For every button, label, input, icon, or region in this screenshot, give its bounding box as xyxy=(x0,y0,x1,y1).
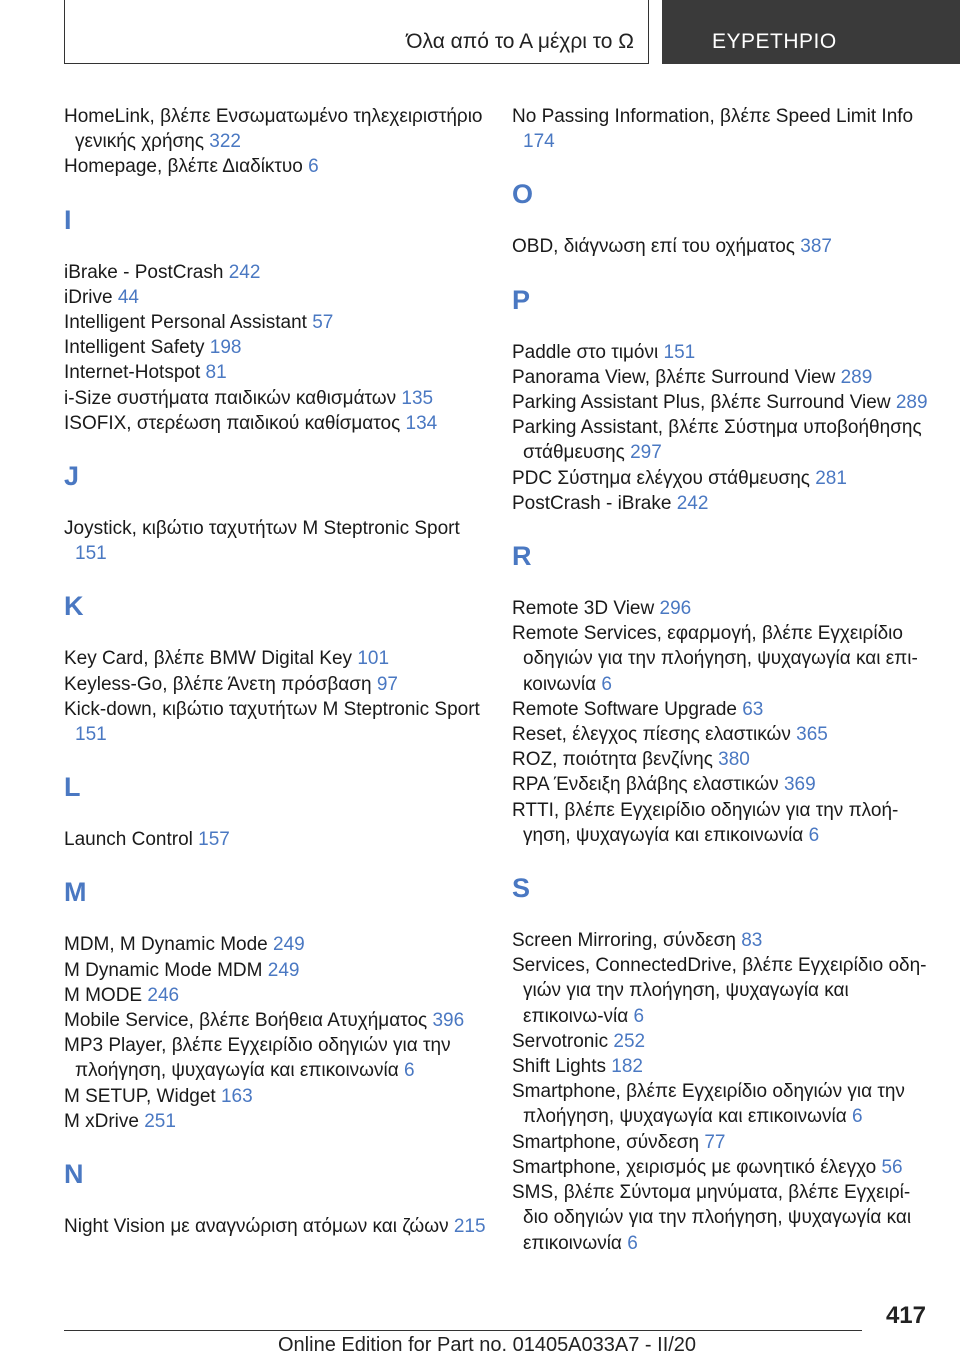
index-page-link[interactable]: 157 xyxy=(198,829,230,851)
index-entry-text: Reset, έλεγχος πίεσης ελαστικών xyxy=(512,724,791,746)
index-entry xyxy=(64,386,494,411)
index-page-link[interactable]: 101 xyxy=(357,648,390,670)
index-entry-text: M Dynamic Mode MDM xyxy=(64,959,263,981)
index-tab[interactable] xyxy=(662,0,960,64)
index-page-link[interactable]: 6 xyxy=(404,1060,415,1082)
index-entry xyxy=(64,516,494,566)
index-entry xyxy=(512,1155,932,1180)
index-page-link[interactable]: 289 xyxy=(840,366,873,388)
index-entry-text: Smartphone, βλέπε Εγχειρίδιο οδηγιών για την πλοήγηση, ψυχαγωγία και επικοινωνία xyxy=(512,1081,905,1128)
index-entry-text: Smartphone, σύνδεση xyxy=(512,1131,700,1153)
footer-edition: Online Edition for Part no. 01405A033A7 - II/20 xyxy=(278,1334,697,1356)
index-entry xyxy=(512,415,932,465)
index-entry-text: PostCrash - iBrake xyxy=(512,492,672,514)
index-page-link[interactable]: 151 xyxy=(663,341,696,363)
index-entry-text: OBD, διάγνωση επί του οχήματος xyxy=(512,236,795,258)
index-entry-text: Paddle στο τιμόνι xyxy=(512,341,659,363)
index-page-link[interactable]: 81 xyxy=(205,362,227,384)
index-entry xyxy=(64,360,494,385)
index-entry-text: Panorama View, βλέπε Surround View xyxy=(512,366,836,388)
index-entry-text: Key Card, βλέπε BMW Digital Key xyxy=(64,648,353,670)
index-page-link[interactable]: 151 xyxy=(75,724,107,746)
footer-divider xyxy=(64,1330,862,1331)
index-page-link[interactable]: 322 xyxy=(209,131,241,153)
index-entry xyxy=(512,1054,932,1079)
index-page-link[interactable]: 296 xyxy=(659,598,692,620)
index-entry xyxy=(64,697,494,747)
index-entry xyxy=(64,983,494,1008)
index-page-link[interactable]: 135 xyxy=(401,387,434,409)
index-page-link[interactable]: 249 xyxy=(273,934,305,956)
index-entry xyxy=(64,335,494,360)
index-entry-text: M SETUP, Widget xyxy=(64,1085,216,1107)
index-entry-text: Remote Services, εφαρμογή, βλέπε Εγχειρίδιο οδηγιών για την πλοήγηση, ψυχαγωγία και επι‐κοινωνία xyxy=(512,623,918,695)
index-entry xyxy=(64,310,494,335)
index-page-link[interactable]: 63 xyxy=(742,698,764,720)
index-page-link[interactable]: 6 xyxy=(627,1232,638,1254)
index-letter-heading: K xyxy=(64,591,84,622)
index-entry xyxy=(64,672,494,697)
index-letter-heading: S xyxy=(512,873,531,904)
index-entry-text: Joystick, κιβώτιο ταχυτήτων M Steptronic Sport xyxy=(64,518,460,540)
index-entry-text: Remote Software Upgrade xyxy=(512,698,737,720)
index-entry-text: Shift Lights xyxy=(512,1056,606,1078)
index-letter-heading: N xyxy=(64,1159,84,1190)
index-tab-label: ΕΥΡΕΤΗΡΙΟ xyxy=(712,30,837,53)
index-entry-text: Launch Control xyxy=(64,829,193,851)
index-page-link[interactable]: 6 xyxy=(601,673,612,695)
index-letter-heading: I xyxy=(64,204,72,235)
index-entry xyxy=(512,928,932,953)
index-page-link[interactable]: 242 xyxy=(228,261,261,283)
index-entry-text: PDC Σύστημα ελέγχου στάθμευσης xyxy=(512,467,810,489)
index-entry-text: Night Vision με αναγνώριση ατόμων και ζώων xyxy=(64,1216,449,1238)
page-number: 417 xyxy=(885,1302,926,1329)
index-entry-text: Servotronic xyxy=(512,1030,609,1052)
index-letter-heading: P xyxy=(512,284,531,315)
index-entry xyxy=(512,697,932,722)
index-entry xyxy=(512,466,932,491)
index-letter-heading: M xyxy=(64,877,87,908)
index-page-link[interactable]: 163 xyxy=(220,1085,253,1107)
index-entry xyxy=(512,491,932,516)
index-column-right xyxy=(512,104,932,1256)
index-entry-text: Mobile Service, βλέπε Βοήθεια Ατυχήματος xyxy=(64,1010,428,1032)
index-entry-text: Internet-Hotspot xyxy=(64,362,201,384)
index-page-link[interactable]: 198 xyxy=(209,337,242,359)
index-entry-text: iDrive xyxy=(64,286,113,308)
index-entry xyxy=(64,932,494,957)
index-entry-text: iBrake - PostCrash xyxy=(64,261,224,283)
index-entry-text: Remote 3D View xyxy=(512,598,655,620)
index-page-link[interactable]: 365 xyxy=(796,724,828,746)
index-page-link[interactable]: 251 xyxy=(144,1110,176,1132)
index-page-link[interactable]: 6 xyxy=(308,156,319,178)
index-entry-text: ISOFIX, στερέωση παιδικού καθίσματος xyxy=(64,412,401,434)
index-entry-text: Services, ConnectedDrive, βλέπε Εγχειρίδιο οδη‐γιών για την πλοήγηση, ψυχαγωγία και επικοινω‐νία xyxy=(512,955,927,1027)
index-entry xyxy=(512,104,932,154)
index-entry-text: MDM, M Dynamic Mode xyxy=(64,934,268,956)
index-entry xyxy=(64,1214,494,1239)
index-page-link[interactable]: 97 xyxy=(376,673,398,695)
index-entry xyxy=(512,798,932,848)
index-entry xyxy=(64,154,494,179)
index-entry-text: Screen Mirroring, σύνδεση xyxy=(512,930,736,952)
index-entry xyxy=(512,1079,932,1129)
index-entry-text: No Passing Information, βλέπε Speed Limit Info xyxy=(512,106,914,127)
index-page-link[interactable]: 56 xyxy=(881,1156,903,1178)
index-entry xyxy=(64,1033,494,1083)
index-letter-heading: L xyxy=(64,772,81,803)
index-entry-text: ROZ, ποιότητα βενζίνης xyxy=(512,749,713,771)
index-entry-text: Kick-down, κιβώτιο ταχυτήτων M Steptronic Sport xyxy=(64,698,480,720)
index-entry xyxy=(512,621,932,697)
index-entry xyxy=(512,747,932,772)
index-entry xyxy=(64,104,494,154)
index-entry xyxy=(512,1029,932,1054)
index-entry-text: Keyless-Go, βλέπε Άνετη πρόσβαση xyxy=(64,673,372,695)
index-page-link[interactable]: 396 xyxy=(432,1010,465,1032)
index-entry-text: M xDrive xyxy=(64,1110,139,1132)
index-entry xyxy=(512,365,932,390)
index-entry-text: Homepage, βλέπε Διαδίκτυο xyxy=(64,156,303,178)
index-column-left xyxy=(64,104,494,1239)
index-entry-text: i-Size συστήματα παιδικών καθισμάτων xyxy=(64,387,397,409)
index-page-link[interactable]: 242 xyxy=(676,492,709,514)
index-entry xyxy=(512,340,932,365)
index-page-link[interactable]: 215 xyxy=(453,1216,486,1238)
index-entry-text: SMS, βλέπε Σύντομα μηνύματα, βλέπε Εγχειρί‐διο οδηγιών για την πλοήγηση, ψυχαγωγία και επικοινωνία xyxy=(512,1182,912,1254)
index-entry-text: Intelligent Safety xyxy=(64,337,205,359)
index-entry xyxy=(64,1008,494,1033)
index-letter-heading: J xyxy=(64,461,80,492)
index-entry-text: Smartphone, χειρισμός με φωνητικό έλεγχο xyxy=(512,1156,877,1178)
index-page-link[interactable]: 6 xyxy=(852,1106,863,1128)
index-page-link[interactable]: 281 xyxy=(815,467,847,489)
index-page-link[interactable]: 57 xyxy=(312,312,334,334)
index-entry-text: Parking Assistant Plus, βλέπε Surround View xyxy=(512,392,891,414)
index-entry xyxy=(512,596,932,621)
index-letter-heading: O xyxy=(512,179,534,210)
index-entry xyxy=(64,958,494,983)
index-page-link[interactable]: 252 xyxy=(613,1030,646,1052)
index-entry xyxy=(512,1130,932,1155)
index-page-link[interactable]: 369 xyxy=(783,774,816,796)
section-title: Όλα από το Α μέχρι το Ω xyxy=(406,30,634,53)
index-entry xyxy=(64,827,494,852)
index-page-link[interactable]: 151 xyxy=(75,543,107,565)
index-entry-text: RTTI, βλέπε Εγχειρίδιο οδηγιών για την πλοή‐γηση, ψυχαγωγία και επικοινωνία xyxy=(512,799,899,846)
index-page-link[interactable]: 289 xyxy=(895,392,928,414)
index-page-link[interactable]: 174 xyxy=(523,131,555,153)
index-entry-text: RPA Ένδειξη βλάβης ελαστικών xyxy=(512,774,779,796)
index-entry xyxy=(64,1084,494,1109)
index-entry xyxy=(512,953,932,1029)
index-page-link[interactable]: 6 xyxy=(633,1005,645,1027)
index-entry xyxy=(512,772,932,797)
index-page-link[interactable]: 83 xyxy=(741,930,763,952)
index-entry xyxy=(64,260,494,285)
index-page-link[interactable]: 134 xyxy=(405,412,438,434)
index-letter-heading: R xyxy=(512,541,532,572)
index-page-link[interactable]: 249 xyxy=(267,959,300,981)
index-entry xyxy=(64,411,494,436)
index-entry xyxy=(64,1109,494,1134)
index-entry-text: MP3 Player, βλέπε Εγχειρίδιο οδηγιών για την πλοήγηση, ψυχαγωγία και επικοινωνία xyxy=(64,1035,451,1082)
index-page-link[interactable]: 77 xyxy=(704,1131,726,1153)
index-entry-text: HomeLink, βλέπε Ενσωματωμένο τηλεχειριστήριο γενικής χρήσης xyxy=(64,106,483,153)
index-page-link[interactable]: 182 xyxy=(611,1056,643,1078)
index-entry xyxy=(512,1180,932,1256)
index-entry xyxy=(512,234,932,259)
index-page-link[interactable]: 380 xyxy=(718,749,750,771)
index-page-link[interactable]: 246 xyxy=(147,984,180,1006)
page-header xyxy=(64,0,960,66)
index-entry-text: Intelligent Personal Assistant xyxy=(64,312,307,334)
index-page-link[interactable]: 387 xyxy=(800,236,832,258)
index-page-link[interactable]: 44 xyxy=(117,286,139,308)
index-page-link[interactable]: 297 xyxy=(630,442,662,464)
section-title-box xyxy=(64,0,649,64)
index-entry xyxy=(64,285,494,310)
index-page-link[interactable]: 6 xyxy=(808,824,820,846)
index-entry-text: M MODE xyxy=(64,984,143,1006)
index-entry-text: Parking Assistant, βλέπε Σύστημα υποβοήθησης στάθμευσης xyxy=(512,417,922,464)
index-entry xyxy=(512,390,932,415)
index-entry xyxy=(64,646,494,671)
index-entry xyxy=(512,722,932,747)
